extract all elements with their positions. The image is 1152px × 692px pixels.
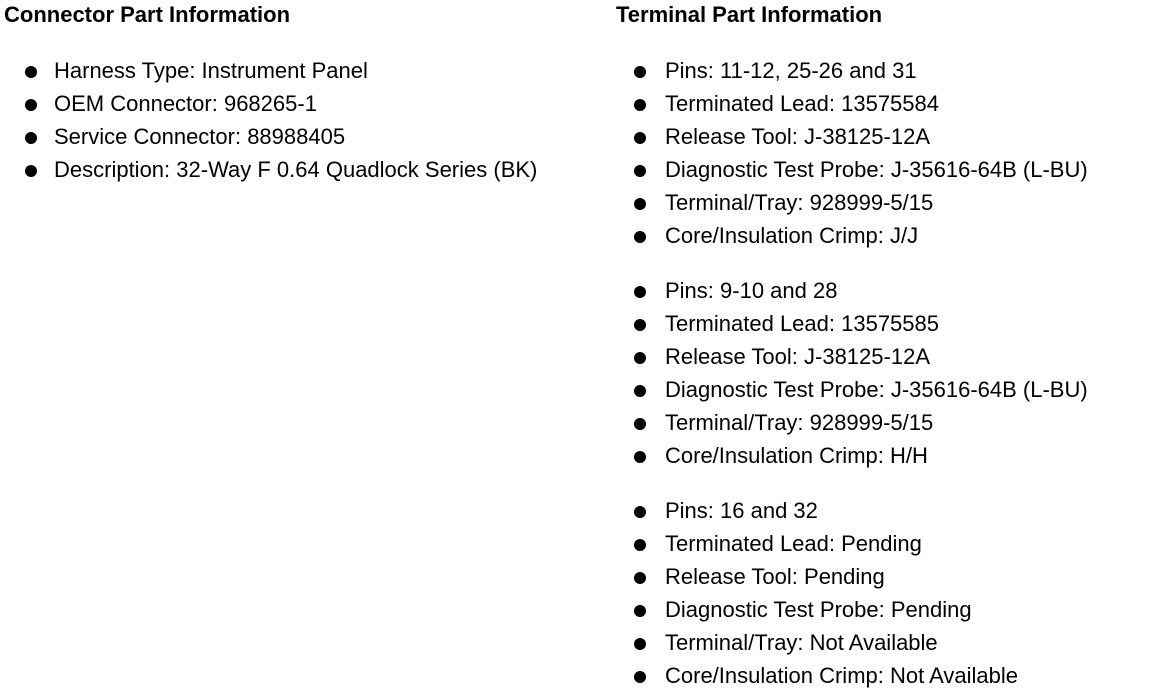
bullet-icon <box>25 66 37 78</box>
terminal-pin-group <box>616 274 1152 472</box>
connector-section-heading: Connector Part Information <box>4 2 291 27</box>
bullet-icon <box>634 132 646 144</box>
bullet-icon <box>634 539 646 551</box>
bullet-icon <box>634 506 646 518</box>
terminal-info-item-core-insulation-crimp <box>616 439 1152 472</box>
bullet-icon <box>634 572 646 584</box>
terminal-info-text: Pins: 11-12, 25-26 and 31 <box>665 58 917 83</box>
terminal-info-text: Terminated Lead: Pending <box>665 531 922 556</box>
terminal-info-item-pins <box>616 494 1152 527</box>
connector-info-item-description <box>4 153 604 186</box>
terminal-info-text: Diagnostic Test Probe: J-35616-64B (L-BU) <box>665 377 1088 402</box>
terminal-info-text: Diagnostic Test Probe: Pending <box>665 597 972 622</box>
terminal-info-text: Release Tool: J-38125-12A <box>665 124 930 149</box>
connector-part-information-section <box>4 0 604 186</box>
terminal-info-item-release-tool <box>616 340 1152 373</box>
terminal-info-text: Terminated Lead: 13575584 <box>665 91 939 116</box>
bullet-icon <box>25 99 37 111</box>
bullet-icon <box>634 231 646 243</box>
terminal-part-information-section <box>616 0 1152 692</box>
terminal-info-text: Pins: 9-10 and 28 <box>665 278 838 303</box>
terminal-info-text: Core/Insulation Crimp: J/J <box>665 223 919 248</box>
terminal-info-item-terminal-tray <box>616 626 1152 659</box>
terminal-pin-group <box>616 54 1152 252</box>
terminal-info-item-diagnostic-test-probe <box>616 153 1152 186</box>
bullet-icon <box>634 286 646 298</box>
connector-info-list <box>4 54 604 186</box>
bullet-icon <box>634 66 646 78</box>
bullet-icon <box>25 132 37 144</box>
terminal-info-item-core-insulation-crimp <box>616 219 1152 252</box>
bullet-icon <box>634 671 646 683</box>
bullet-icon <box>25 165 37 177</box>
terminal-info-item-diagnostic-test-probe <box>616 373 1152 406</box>
terminal-info-item-pins <box>616 274 1152 307</box>
terminal-pin-group <box>616 494 1152 692</box>
bullet-icon <box>634 385 646 397</box>
terminal-info-item-terminated-lead <box>616 307 1152 340</box>
connector-info-item-harness-type <box>4 54 604 87</box>
terminal-info-text: Core/Insulation Crimp: Not Available <box>665 663 1018 688</box>
terminal-info-text: Release Tool: Pending <box>665 564 885 589</box>
terminal-info-item-core-insulation-crimp <box>616 659 1152 692</box>
bullet-icon <box>634 198 646 210</box>
terminal-info-item-pins <box>616 54 1152 87</box>
terminal-info-text: Diagnostic Test Probe: J-35616-64B (L-BU) <box>665 157 1088 182</box>
terminal-info-item-release-tool <box>616 560 1152 593</box>
terminal-section-heading: Terminal Part Information <box>616 2 883 27</box>
connector-info-text: Description: 32-Way F 0.64 Quadlock Series (BK) <box>54 157 538 182</box>
terminal-info-text: Release Tool: J-38125-12A <box>665 344 930 369</box>
connector-info-text: Service Connector: 88988405 <box>54 124 346 149</box>
terminal-info-item-terminal-tray <box>616 186 1152 219</box>
bullet-icon <box>634 165 646 177</box>
terminal-info-text: Pins: 16 and 32 <box>665 498 818 523</box>
connector-info-item-oem-connector <box>4 87 604 120</box>
terminal-info-text: Terminated Lead: 13575585 <box>665 311 939 336</box>
terminal-info-text: Terminal/Tray: 928999-5/15 <box>665 410 934 435</box>
connector-info-text: OEM Connector: 968265-1 <box>54 91 317 116</box>
bullet-icon <box>634 638 646 650</box>
bullet-icon <box>634 319 646 331</box>
terminal-info-item-release-tool <box>616 120 1152 153</box>
bullet-icon <box>634 605 646 617</box>
connector-info-item-service-connector <box>4 120 604 153</box>
terminal-info-item-terminal-tray <box>616 406 1152 439</box>
terminal-info-text: Terminal/Tray: Not Available <box>665 630 938 655</box>
connector-info-text: Harness Type: Instrument Panel <box>54 58 368 83</box>
bullet-icon <box>634 418 646 430</box>
bullet-icon <box>634 451 646 463</box>
terminal-info-item-terminated-lead <box>616 87 1152 120</box>
terminal-info-text: Core/Insulation Crimp: H/H <box>665 443 928 468</box>
bullet-icon <box>634 352 646 364</box>
bullet-icon <box>634 99 646 111</box>
terminal-info-item-terminated-lead <box>616 527 1152 560</box>
terminal-info-text: Terminal/Tray: 928999-5/15 <box>665 190 934 215</box>
terminal-info-item-diagnostic-test-probe <box>616 593 1152 626</box>
